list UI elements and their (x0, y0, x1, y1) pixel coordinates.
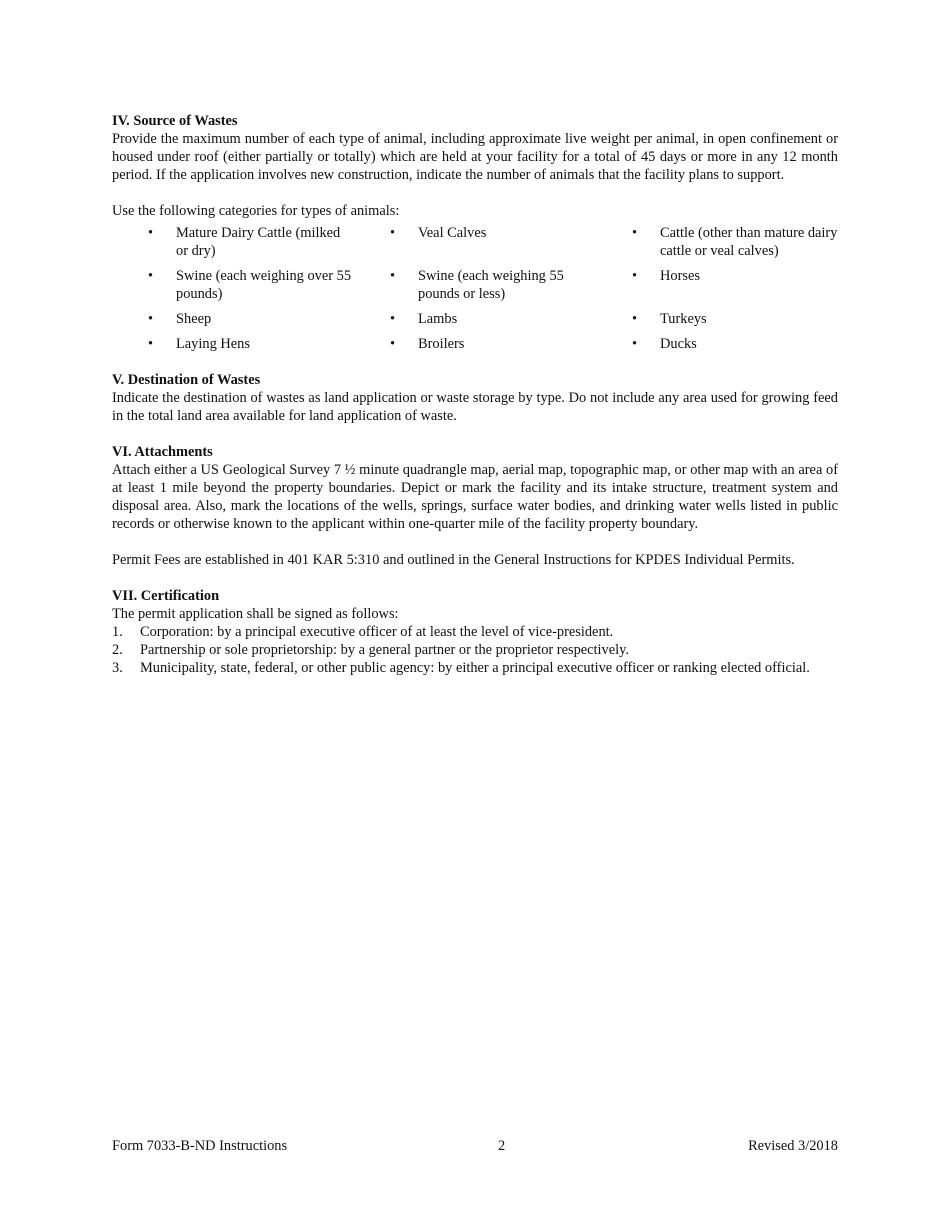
list-item: • Laying Hens (112, 335, 354, 353)
animal-categories-list (112, 224, 838, 353)
list-item: • Turkeys (596, 310, 838, 328)
list-item: • Horses (596, 267, 838, 303)
section-6-body: Attach either a US Geological Survey 7 ½ minute quadrangle map, aerial map, topographic map, or other map with an area of at least 1 mile beyond the property boundaries. Depict or mark the facility and its intake structure, treatment system and disposal area. Also, mark the locations of the wells, springs, surface water bodies, and drinking water wells listed in public records or otherwise known to the applicant within one-quarter mile of the facility property boundary. (112, 462, 838, 532)
section-4-body: Provide the maximum number of each type of animal, including approximate live weight per animal, in open confinement or housed under roof (either partially or totally) which are held at your facility for a total of 45 days or more in any 12 month period. If the application involves new construction, indicate the number of animals that the facility plans to support. (112, 131, 838, 183)
bullet-icon: • (148, 336, 154, 352)
list-item: • Swine (each weighing over 55 pounds) (112, 267, 354, 303)
bullet-icon: • (390, 311, 396, 327)
bullet-icon: • (632, 336, 638, 352)
list-item: • Swine (each weighing 55 pounds or less) (354, 267, 596, 303)
footer-page-number: 2 (498, 1138, 506, 1154)
bullet-icon: • (148, 311, 154, 327)
bullet-icon: • (632, 268, 638, 284)
list-item: 1. Corporation: by a principal executive officer of at least the level of vice-president. (112, 624, 614, 640)
list-item: • Lambs (354, 310, 596, 328)
categories-intro: Use the following categories for types of animals: (112, 203, 400, 219)
list-item: • Sheep (112, 310, 354, 328)
footer-revised: Revised 3/2018 (748, 1138, 838, 1154)
document-body (112, 112, 838, 677)
bullet-icon: • (390, 336, 396, 352)
section-7-intro: The permit application shall be signed as follows: (112, 606, 399, 622)
section-5-heading: V. Destination of Wastes (112, 372, 261, 388)
section-4-heading: IV. Source of Wastes (112, 113, 238, 129)
certification-list (112, 623, 838, 677)
list-item: • Cattle (other than mature dairy cattle or veal calves) (596, 224, 838, 260)
section-7-heading: VII. Certification (112, 588, 220, 604)
permit-fees-text: Permit Fees are established in 401 KAR 5:310 and outlined in the General Instructions for KPDES Individual Permits. (112, 552, 795, 568)
bullet-icon: • (148, 268, 154, 284)
bullet-icon: • (148, 225, 154, 241)
list-item: • Broilers (354, 335, 596, 353)
footer-form-name: Form 7033-B-ND Instructions (112, 1138, 288, 1154)
list-item: • Ducks (596, 335, 838, 353)
list-item: 2. Partnership or sole proprietorship: by a general partner or the proprietor respectively. (112, 642, 629, 658)
section-5-body: Indicate the destination of wastes as land application or waste storage by type. Do not include any area used for growing feed in the total land area available for land application of waste. (112, 390, 838, 424)
list-item: • Mature Dairy Cattle (milked or dry) (112, 224, 354, 260)
bullet-icon: • (632, 311, 638, 327)
bullet-icon: • (632, 225, 638, 241)
bullet-icon: • (390, 268, 396, 284)
list-item: 3. Municipality, state, federal, or other public agency: by either a principal executive officer or ranking elected official. (112, 660, 810, 676)
list-item: • Veal Calves (354, 224, 596, 260)
page-footer (112, 1137, 838, 1155)
section-6-heading: VI. Attachments (112, 444, 213, 460)
bullet-icon: • (390, 225, 396, 241)
